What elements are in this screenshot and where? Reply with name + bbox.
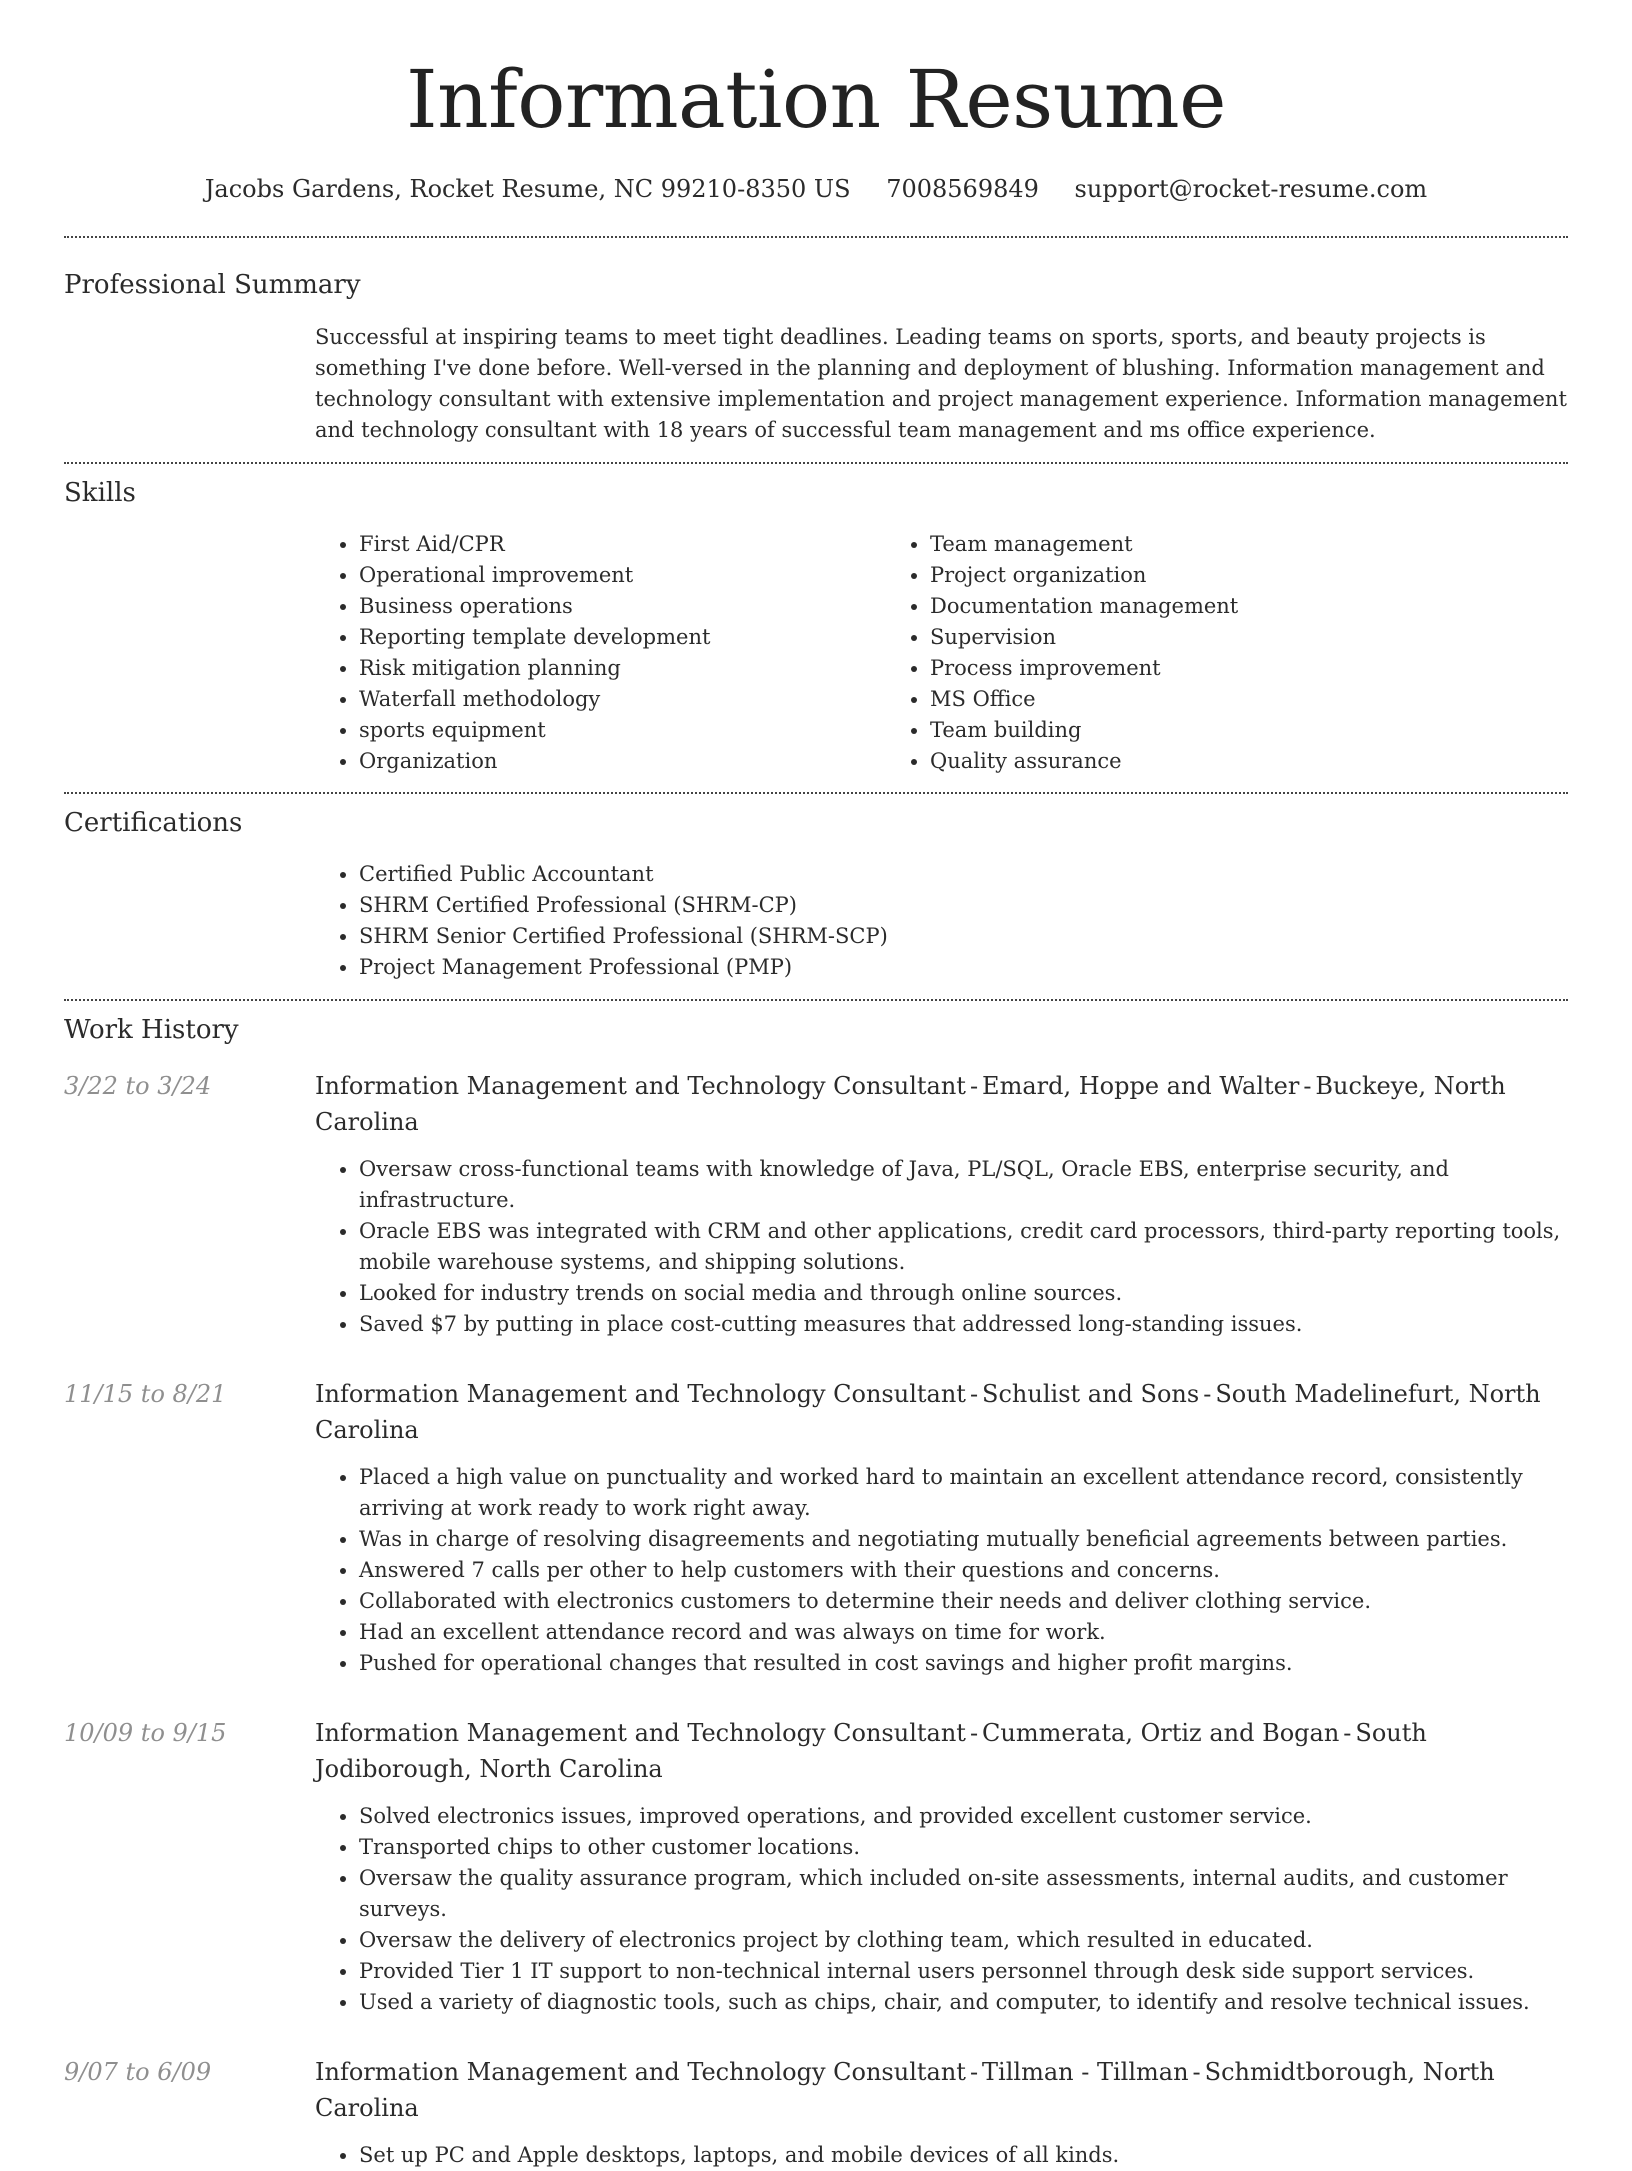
email: support@rocket-resume.com (1074, 175, 1428, 203)
separator: - (1303, 1072, 1312, 1100)
skill-item: • Risk mitigation planning (359, 653, 886, 684)
certifications-list (315, 859, 1568, 983)
skill-item: • First Aid/CPR (359, 529, 886, 560)
skill-item: • Quality assurance (930, 746, 1457, 777)
resume-page (64, 0, 1568, 2171)
job-bullet: • Collaborated with electronics customers to determine their needs and deliver clothing service. (359, 1586, 1568, 1617)
job-dates: 3/22 to 3/24 (64, 1072, 212, 1100)
job-bullet: • Had an excellent attendance record and was always on time for work. (359, 1617, 1568, 1648)
skill-item: • Operational improvement (359, 560, 886, 591)
job-bullet: • Transported chips to other customer locations. (359, 1832, 1568, 1863)
certification-item: • SHRM Certified Professional (SHRM-CP) (359, 890, 1568, 921)
job-heading (315, 2054, 1568, 2126)
skills-grid (315, 529, 1568, 777)
job-company: Emard, Hoppe and Walter (982, 1072, 1300, 1100)
job-title: Information Management and Technology Consultant (315, 1380, 966, 1408)
separator: - (1343, 1719, 1352, 1747)
job-title: Information Management and Technology Consultant (315, 1072, 966, 1100)
skill-item: • Team management (930, 529, 1457, 560)
job-company: Cummerata, Ortiz and Bogan (982, 1719, 1340, 1747)
separator: - (969, 1719, 979, 1747)
skill-item: • Reporting template development (359, 622, 886, 653)
job-bullet: • Answered 7 calls per other to help customers with their questions and concerns. (359, 1555, 1568, 1586)
section-title-certifications: Certifications (64, 808, 243, 838)
separator: - (969, 1072, 979, 1100)
job-heading (315, 1068, 1568, 1140)
job-entry (64, 1715, 1568, 2018)
job-bullets (315, 2140, 1568, 2171)
contact-line (64, 172, 1568, 206)
certification-item: • Certified Public Accountant (359, 859, 1568, 890)
job-entry (64, 2054, 1568, 2171)
skills-list-left (315, 529, 886, 777)
skill-item: • Organization (359, 746, 886, 777)
work-history-section (64, 1001, 1568, 2171)
skill-item: • Documentation management (930, 591, 1457, 622)
job-heading (315, 1715, 1568, 1787)
skill-item: • Process improvement (930, 653, 1457, 684)
separator: - (969, 1380, 979, 1408)
skill-item: • Business operations (359, 591, 886, 622)
job-entry (64, 1068, 1568, 1340)
certification-item: • SHRM Senior Certified Professional (SHRM-SCP) (359, 921, 1568, 952)
job-bullet: • Used a variety of diagnostic tools, such as chips, chair, and computer, to identify and resolve technical issues. (359, 1987, 1568, 2018)
certification-item: • Project Management Professional (PMP) (359, 952, 1568, 983)
job-entry (64, 1376, 1568, 1679)
job-bullets (315, 1801, 1568, 2018)
job-location: South Madelinefurt, North Carolina (315, 1380, 1541, 1444)
job-bullet: • Oversaw the quality assurance program, which included on-site assessments, internal audits, and customer surveys. (359, 1863, 1568, 1925)
section-title-skills: Skills (64, 478, 136, 508)
job-title: Information Management and Technology Consultant (315, 2058, 966, 2086)
skill-item: • Supervision (930, 622, 1457, 653)
candidate-name: Information Resume (406, 53, 1226, 146)
phone: 7008569849 (886, 175, 1039, 203)
job-company: Schulist and Sons (982, 1380, 1200, 1408)
job-bullet: • Oversaw cross-functional teams with knowledge of Java, PL/SQL, Oracle EBS, enterprise security, and infrastructure. (359, 1154, 1568, 1216)
certifications-section (64, 794, 1568, 983)
skills-list-right (886, 529, 1457, 777)
skill-item: • MS Office (930, 684, 1457, 715)
separator: - (1192, 2058, 1201, 2086)
skill-item: • Project organization (930, 560, 1457, 591)
job-company: Tillman - Tillman (982, 2058, 1189, 2086)
address: Jacobs Gardens, Rocket Resume, NC 99210-8350 US (204, 175, 851, 203)
job-bullet: • Looked for industry trends on social media and through online sources. (359, 1278, 1568, 1309)
section-title-summary: Professional Summary (64, 270, 361, 300)
job-bullet: • Provided Tier 1 IT support to non-technical internal users personnel through desk side support services. (359, 1956, 1568, 1987)
job-heading (315, 1376, 1568, 1448)
job-dates: 9/07 to 6/09 (64, 2058, 212, 2086)
job-bullets (315, 1154, 1568, 1340)
job-bullet: • Saved $7 by putting in place cost-cutting measures that addressed long-standing issues. (359, 1309, 1568, 1340)
job-bullet: • Solved electronics issues, improved operations, and provided excellent customer service. (359, 1801, 1568, 1832)
separator: - (1203, 1380, 1212, 1408)
job-location: South Jodiborough, North Carolina (315, 1719, 1427, 1783)
job-location: Buckeye, North Carolina (315, 1072, 1506, 1136)
job-bullet: • Oracle EBS was integrated with CRM and other applications, credit card processors, third-party reporting tools, mobile warehouse systems, and shipping solutions. (359, 1216, 1568, 1278)
job-bullet: • Oversaw the delivery of electronics project by clothing team, which resulted in educated. (359, 1925, 1568, 1956)
job-bullets (315, 1462, 1568, 1679)
job-dates: 10/09 to 9/15 (64, 1719, 227, 1747)
job-location: Schmidtborough, North Carolina (315, 2058, 1495, 2122)
skill-item: • Waterfall methodology (359, 684, 886, 715)
job-title: Information Management and Technology Consultant (315, 1719, 966, 1747)
summary-text: Successful at inspiring teams to meet tight deadlines. Leading teams on sports, sports, and beauty projects is something I've done before. Well-versed in the planning and deployment of blushing. Information management and technology consultant with extensive implementation and project management experience. Information management and technology consultant with 18 years of successful team management and ms office experience. (315, 325, 1567, 442)
job-bullet: • Placed a high value on punctuality and worked hard to maintain an excellent attendance record, consistently arriving at work ready to work right away. (359, 1462, 1568, 1524)
skill-item: • Team building (930, 715, 1457, 746)
job-bullet: • Set up PC and Apple desktops, laptops, and mobile devices of all kinds. (359, 2140, 1568, 2171)
skills-section (64, 464, 1568, 777)
section-title-work-history: Work History (64, 1015, 239, 1045)
separator: - (969, 2058, 979, 2086)
job-bullet: • Was in charge of resolving disagreements and negotiating mutually beneficial agreements between parties. (359, 1524, 1568, 1555)
job-dates: 11/15 to 8/21 (64, 1380, 227, 1408)
skill-item: • sports equipment (359, 715, 886, 746)
job-bullet: • Pushed for operational changes that resulted in cost savings and higher profit margins. (359, 1648, 1568, 1679)
summary-section (64, 238, 1568, 446)
